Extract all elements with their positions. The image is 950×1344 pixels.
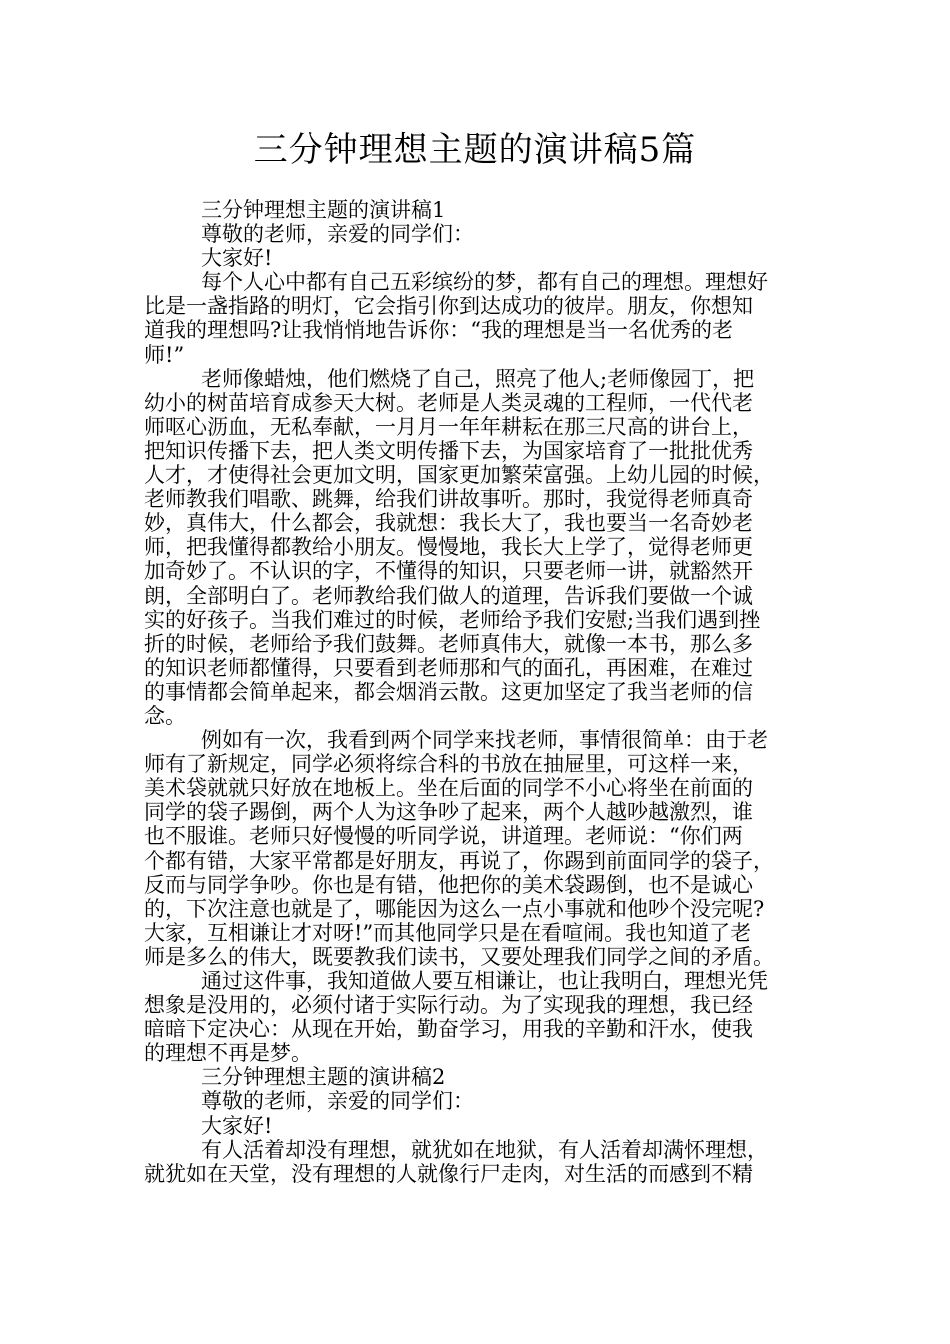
text-line: 师!” bbox=[144, 342, 185, 367]
text-line: 尊敬的老师，亲爱的同学们： bbox=[201, 222, 474, 247]
text-line: 的知识老师都懂得，只要看到老师那和气的面孔，再困难，在难过 bbox=[144, 655, 753, 680]
text-line: 师，把我懂得都教给小朋友。慢慢地，我长大上学了，觉得老师更 bbox=[144, 535, 753, 560]
text-line: 师有了新规定，同学必须将综合科的书放在抽屉里，可这样一来， bbox=[144, 752, 753, 777]
text-line: 大家好! bbox=[201, 246, 273, 271]
text-line: 反而与同学争吵。你也是有错，他把你的美术袋踢倒，也不是诚心 bbox=[144, 872, 753, 897]
text-line: 大家，互相谦让才对呀!”而其他同学只是在看喧闹。我也知道了老 bbox=[144, 920, 752, 945]
text-line: 想象是没用的，必须付诸于实际行动。为了实现我的理想，我已经 bbox=[144, 993, 753, 1018]
text-line: 师呕心沥血，无私奉献，一月月一年年耕耘在那三尺高的讲台上， bbox=[144, 414, 753, 439]
text-line: 尊敬的老师，亲爱的同学们： bbox=[201, 1089, 474, 1114]
text-line: 大家好! bbox=[201, 1113, 273, 1138]
text-line: 同学的袋子踢倒，两个人为这争吵了起来，两个人越吵越激烈，谁 bbox=[144, 800, 753, 825]
text-line: 老师像蜡烛，他们燃烧了自己，照亮了他人;老师像园丁，把 bbox=[201, 366, 755, 391]
text-line: 每个人心中都有自己五彩缤纷的梦，都有自己的理想。理想好 bbox=[201, 270, 768, 295]
text-line: 三分钟理想主题的演讲稿2 bbox=[201, 1065, 446, 1090]
text-line: 三分钟理想主题的演讲稿1 bbox=[201, 198, 446, 222]
text-line: 的事情都会简单起来，都会烟消云散。这更加坚定了我当老师的信 bbox=[144, 679, 753, 704]
text-line: 道我的理想吗?让我悄悄地告诉你：“我的理想是当一名优秀的老 bbox=[144, 318, 733, 343]
text-line: 例如有一次，我看到两个同学来找老师，事情很简单：由于老 bbox=[201, 728, 768, 753]
text-line: 把知识传播下去，把人类文明传播下去，为国家培育了一批批优秀 bbox=[144, 438, 753, 463]
text-line: 幼小的树苗培育成参天大树。老师是人类灵魂的工程师，一代代老 bbox=[144, 390, 753, 415]
text-line: 念。 bbox=[144, 703, 186, 728]
text-line: 人才，才使得社会更加文明，国家更加繁荣富强。上幼儿园的时候， bbox=[144, 463, 774, 488]
text-line: 暗暗下定决心：从现在开始，勤奋学习，用我的辛勤和汗水，使我 bbox=[144, 1017, 753, 1042]
text-line: 通过这件事，我知道做人要互相谦让，也让我明白，理想光凭 bbox=[201, 969, 768, 993]
text-line: 就犹如在天堂，没有理想的人就像行尸走肉，对生活的而感到不精 bbox=[144, 1161, 753, 1186]
text-line: 老师教我们唱歌、跳舞，给我们讲故事听。那时，我觉得老师真奇 bbox=[144, 487, 753, 512]
text-line: 加奇妙了。不认识的字，不懂得的知识，只要老师一讲，就豁然开 bbox=[144, 559, 753, 584]
text-line: 的，下次注意也就是了，哪能因为这么一点小事就和他吵个没完呢? bbox=[144, 896, 765, 921]
text-line: 也不服谁。老师只好慢慢的听同学说，讲道理。老师说：“你们两 bbox=[144, 824, 743, 849]
text-line: 比是一盏指路的明灯，它会指引你到达成功的彼岸。朋友，你想知 bbox=[144, 294, 753, 319]
text-line: 实的好孩子。当我们难过的时候，老师给予我们安慰;当我们遇到挫 bbox=[144, 607, 761, 632]
text-line: 折的时候，老师给予我们鼓舞。老师真伟大，就像一本书，那么多 bbox=[144, 631, 753, 656]
text-line: 师是多么的伟大，既要教我们读书，又要处理我们同学之间的矛盾。 bbox=[144, 944, 774, 969]
document-body bbox=[144, 198, 820, 1186]
text-line: 朗，全部明白了。老师教给我们做人的道理，告诉我们要做一个诚 bbox=[144, 583, 753, 608]
text-line: 妙，真伟大，什么都会，我就想：我长大了，我也要当一名奇妙老 bbox=[144, 511, 753, 536]
text-line: 美术袋就就只好放在地板上。坐在后面的同学不小心将坐在前面的 bbox=[144, 776, 753, 801]
text-line: 的理想不再是梦。 bbox=[144, 1041, 312, 1066]
text-line: 有人活着却没有理想，就犹如在地狱，有人活着却满怀理想， bbox=[201, 1137, 768, 1162]
document-title: 三分钟理想主题的演讲稿5篇 bbox=[253, 130, 697, 170]
text-line: 个都有错，大家平常都是好朋友，再说了，你踢到前面同学的袋子， bbox=[144, 848, 774, 873]
